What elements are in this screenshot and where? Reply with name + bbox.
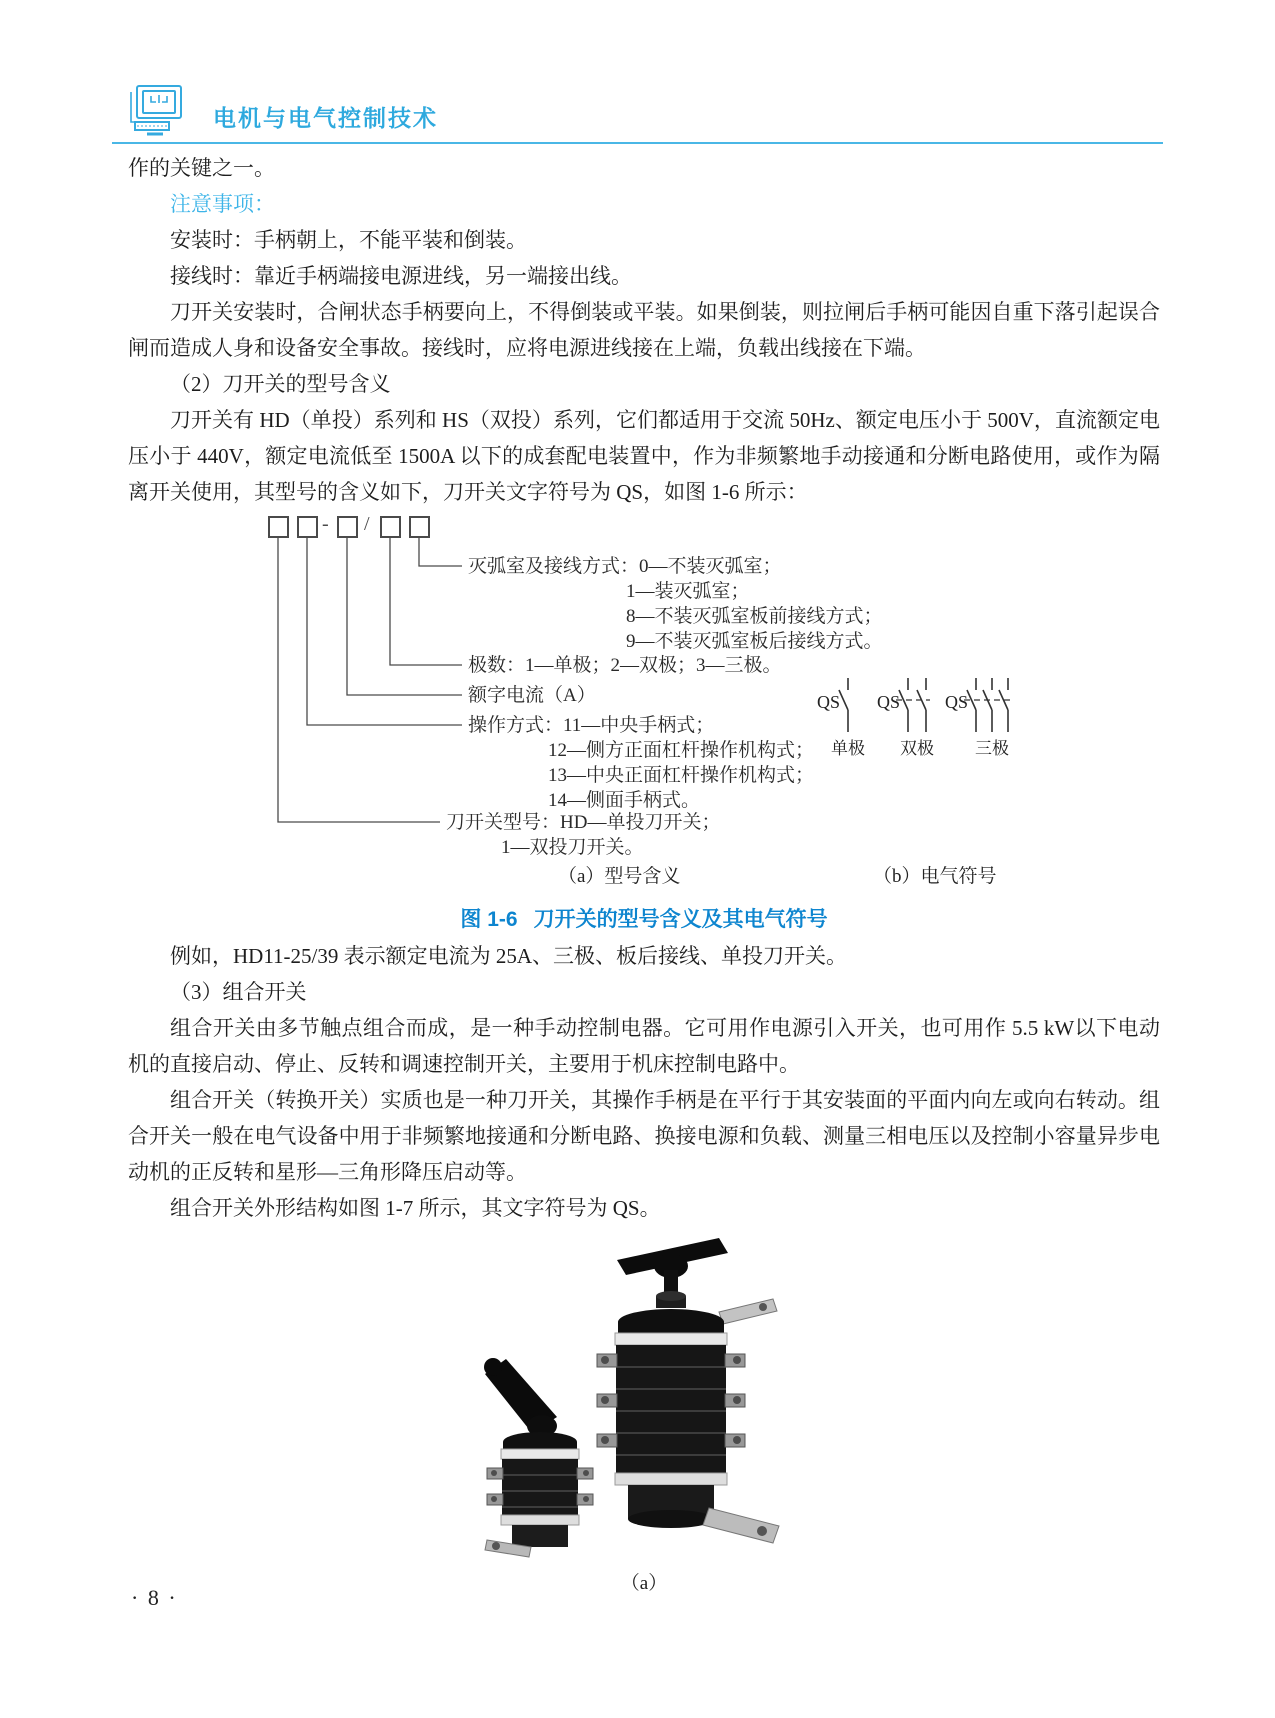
qs-label-2: QS: [876, 692, 900, 712]
figure-title: 刀开关的型号含义及其电气符号: [533, 908, 828, 931]
qs-label-3: QS: [944, 692, 968, 712]
model-code-box-5: [409, 516, 430, 538]
qs-label-1: QS: [816, 692, 840, 712]
symbol-label-double-pole: 双极: [900, 739, 934, 758]
model-code-box-4: [380, 516, 401, 538]
page-content: [128, 150, 1160, 1597]
install-note: 安装时：手柄朝上，不能平装和倒装。: [170, 228, 527, 252]
paragraph-example: 例如，HD11-25/39 表示额定电流为 25A、三极、板后接线、单投刀开关。: [170, 944, 848, 968]
label-operation-option-0: 11—中央手柄式；: [563, 715, 715, 736]
model-code-box-2: [297, 516, 318, 538]
continuation-line: 作的关键之一。: [128, 156, 275, 180]
model-code-box-3: [337, 516, 358, 538]
paragraph-install: 刀开关安装时，合闸状态手柄要向上，不得倒装或平装。如果倒装，则拉闸后手柄可能因自重下落引起误合闸而造成人身和设备安全事故。接线时，应将电源进线接在上端，负载出线接在下端。: [128, 300, 1160, 360]
label-type-option-1: 1—双投刀开关。: [501, 837, 644, 858]
model-code-box-1: [268, 516, 289, 538]
symbol-label-single-pole: 单极: [831, 739, 865, 758]
label-arc-option-0: 0—不装灭弧室；: [639, 556, 782, 577]
heading-combination-switch: （3）组合开关: [170, 980, 307, 1004]
label-type-option-0: HD—单投刀开关；: [560, 812, 721, 833]
figure-1-6-diagram: [128, 510, 1160, 902]
subcaption-a: （a）型号含义: [558, 866, 681, 887]
model-code-dash: -: [322, 513, 329, 535]
page-header-title: 电机与电气控制技术: [213, 105, 438, 131]
label-operation-option-1: 12—侧方正面杠杆操作机构式；: [548, 740, 815, 761]
photo-caption: （a）: [620, 1573, 668, 1594]
label-arc-option-3: 9—不装灭弧室板后接线方式。: [626, 631, 883, 652]
label-arc-option-2: 8—不装灭弧室板前接线方式；: [626, 606, 883, 627]
label-poles: 极数：1—单极；2—双极；3—三极。: [468, 655, 782, 676]
header-divider: [112, 142, 1163, 144]
paragraph-series: 刀开关有 HD（单投）系列和 HS（双投）系列，它们都适用于交流 50Hz、额定电压小于 500V，直流额定电压小于 440V，额定电流低至 1500A 以下的成套配电装置中，作为非频繁地手动接通和分断电路使用，或作为隔离开关使用，其型号的含义如下，刀开关文字符号为 QS，如图 1-6 所示：: [128, 408, 1160, 504]
model-code-slash: /: [364, 513, 370, 535]
label-operation-option-3: 14—侧面手柄式。: [548, 790, 701, 811]
figure-1-7a-photo-wrapper: [128, 1236, 1160, 1597]
figure-caption: [128, 902, 1160, 938]
label-type-prefix: 刀开关型号：: [446, 812, 561, 833]
heading-model-meaning: （2）刀开关的型号含义: [170, 372, 391, 396]
label-switch-type: [446, 810, 720, 860]
brand-logo-icon: [127, 82, 189, 138]
label-operation-option-2: 13—中央正面杠杆操作机构式；: [548, 765, 815, 786]
label-operation-mode: [468, 713, 814, 813]
paragraph-combo-1: 组合开关由多节触点组合而成，是一种手动控制电器。它可用作电源引入开关，也可用作 5.5 kW以下电动机的直接启动、停止、反转和调速控制开关，主要用于机床控制电路中。: [128, 1016, 1160, 1076]
label-arc-prefix: 灭弧室及接线方式：: [468, 556, 640, 577]
symbol-label-triple-pole: 三极: [975, 739, 1009, 758]
subcaption-b: （b）电气符号: [873, 866, 997, 887]
page-number: · 8 ·: [131, 1585, 178, 1610]
paragraph-combo-2: 组合开关（转换开关）实质也是一种刀开关，其操作手柄是在平行于其安装面的平面内向左或向右转动。组合开关一般在电气设备中用于非频繁地接通和分断电路、换接电源和负载、测量三相电压以及控制小容量异步电动机的正反转和星形—三角形降压启动等。: [128, 1088, 1160, 1184]
notice-heading: 注意事项：: [170, 192, 275, 216]
label-arc-option-1: 1—装灭弧室；: [626, 581, 750, 602]
label-arc-chamber: [468, 554, 883, 654]
wiring-note: 接线时：靠近手柄端接电源进线，另一端接出线。: [170, 264, 632, 288]
figure-label: 图 1-6: [460, 908, 518, 931]
knife-switch-symbols: [810, 670, 1022, 762]
paragraph-combo-3: 组合开关外形结构如图 1-7 所示，其文字符号为 QS。: [170, 1196, 661, 1220]
label-operation-prefix: 操作方式：: [468, 715, 564, 736]
combination-switch-photo: [469, 1236, 819, 1558]
label-rated-current: 额字电流（A）: [468, 685, 596, 706]
